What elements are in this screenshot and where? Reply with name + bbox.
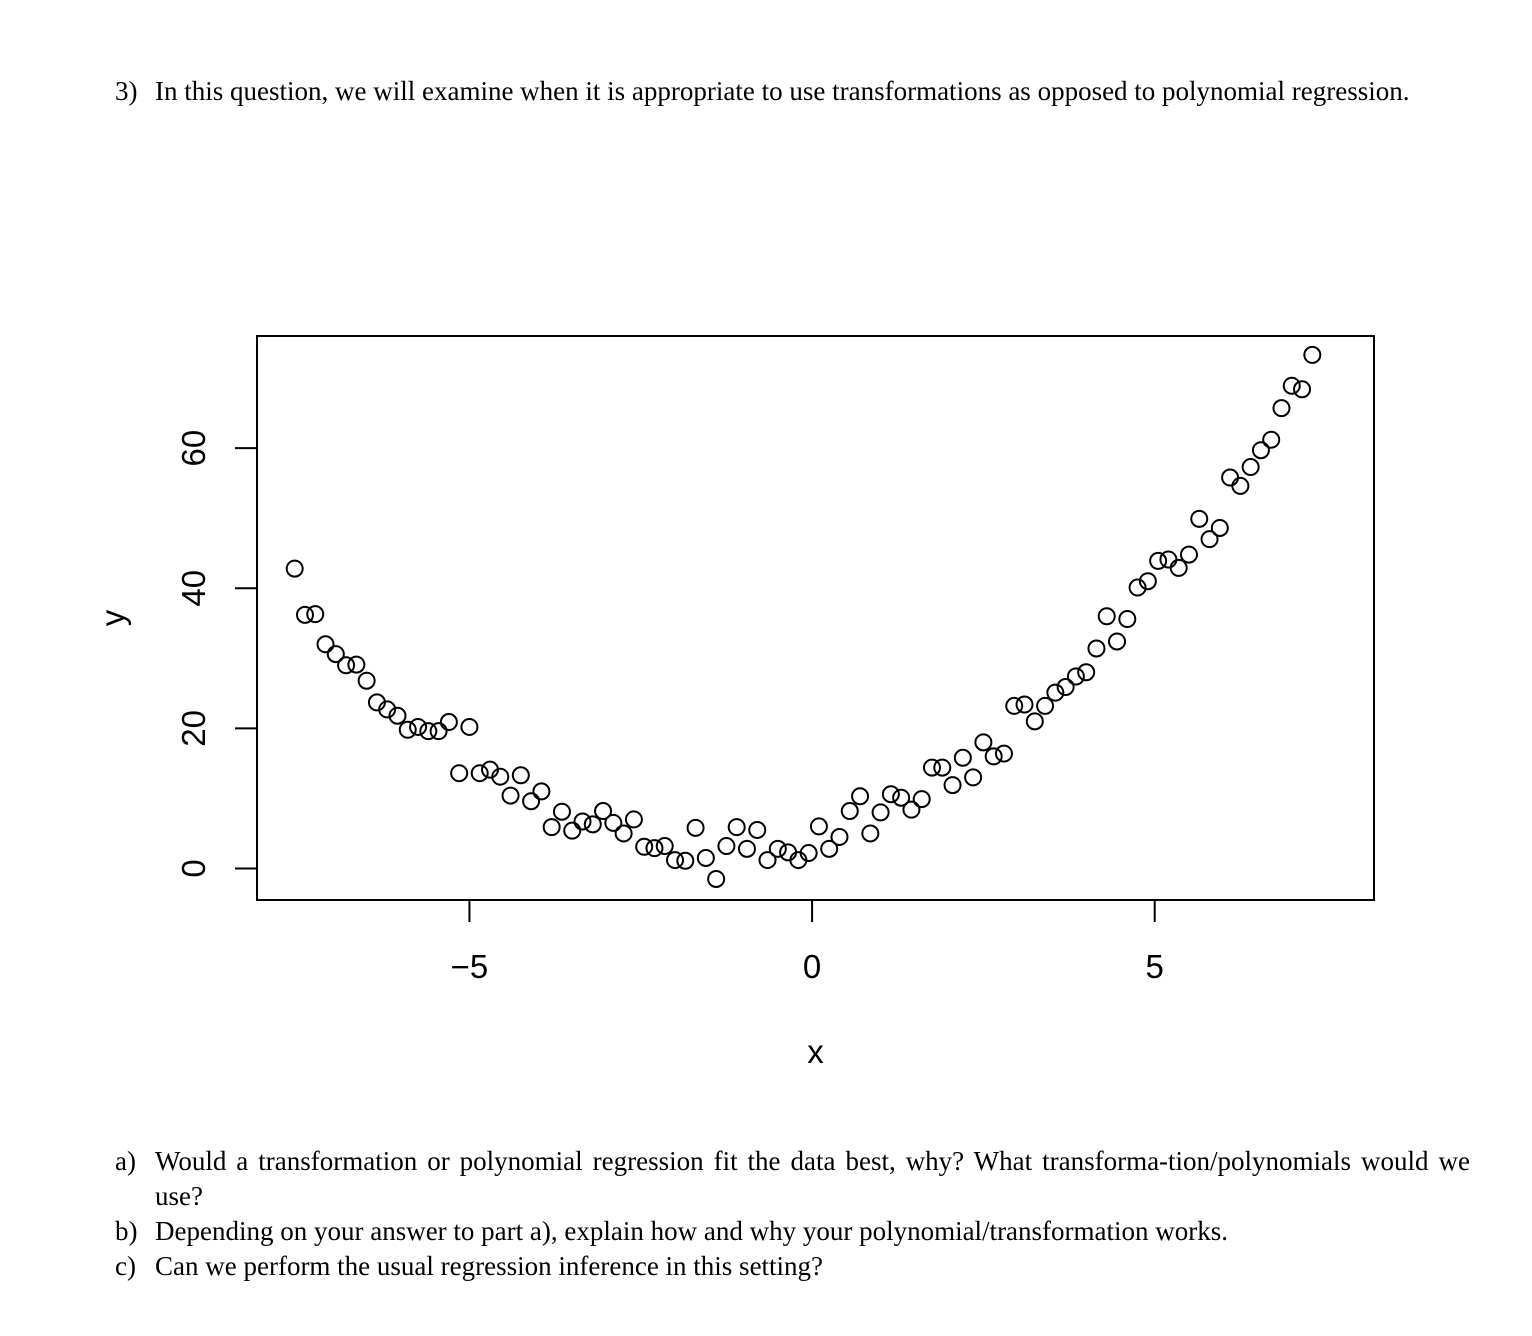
part-c-label: c) (115, 1251, 136, 1281)
data-point (1088, 640, 1104, 656)
data-point (1099, 608, 1115, 624)
data-point (975, 734, 991, 750)
y-axis-label: y (94, 609, 131, 627)
data-point (554, 804, 570, 820)
data-point (1160, 551, 1176, 567)
data-point (564, 823, 580, 839)
data-point (575, 814, 591, 830)
data-point (585, 816, 601, 832)
x-tick-label: 5 (1145, 948, 1164, 985)
data-point (1171, 560, 1187, 576)
data-point (677, 853, 693, 869)
data-point (410, 719, 426, 735)
data-point (688, 820, 704, 836)
data-point (472, 765, 488, 781)
part-b-label: b) (115, 1216, 138, 1246)
data-point (461, 719, 477, 735)
data-point (348, 657, 364, 673)
data-point (1119, 611, 1135, 627)
part-a-label: a) (115, 1146, 136, 1176)
data-point (1294, 381, 1310, 397)
data-point (770, 841, 786, 857)
plot-axes (94, 336, 1374, 1070)
data-point (986, 748, 1002, 764)
plot-frame (257, 336, 1374, 900)
data-point (934, 760, 950, 776)
data-point (1191, 511, 1207, 527)
part-c (115, 1249, 1475, 1284)
part-b-text: Depending on your answer to part a), explain how and why your polynomial/transformation works. (155, 1216, 1229, 1246)
y-tick-label: 0 (175, 859, 212, 878)
part-a-text: Would a transformation or polynomial regression fit the data best, why? What transforma-tion/polynomials would we use? (155, 1146, 1470, 1211)
data-point (646, 840, 662, 856)
data-point (1181, 547, 1197, 563)
data-point (1263, 432, 1279, 448)
data-point (903, 802, 919, 818)
data-point (1232, 478, 1248, 494)
part-a (115, 1144, 1475, 1214)
data-point (533, 783, 549, 799)
data-point (503, 788, 519, 804)
data-point (914, 791, 930, 807)
data-point (307, 606, 323, 622)
data-point (729, 819, 745, 835)
data-point (1253, 442, 1269, 458)
data-point (1284, 378, 1300, 394)
data-point (1222, 470, 1238, 486)
data-point (1243, 459, 1259, 475)
data-point (811, 818, 827, 834)
data-point (739, 841, 755, 857)
data-point (359, 673, 375, 689)
data-point (955, 750, 971, 766)
y-tick-label: 40 (175, 569, 212, 607)
data-point (842, 803, 858, 819)
data-point (708, 871, 724, 887)
data-points (287, 347, 1321, 887)
data-point (1304, 347, 1320, 363)
data-point (945, 777, 961, 793)
data-point (1017, 697, 1033, 713)
data-point (318, 636, 334, 652)
question-parts (115, 1144, 1475, 1284)
data-point (451, 765, 467, 781)
data-point (1027, 713, 1043, 729)
data-point (883, 786, 899, 802)
data-point (780, 844, 796, 860)
y-tick-label: 60 (175, 429, 212, 467)
x-axis-label: x (807, 1033, 824, 1070)
data-point (605, 815, 621, 831)
data-point (965, 769, 981, 785)
data-point (287, 561, 303, 577)
data-point (513, 767, 529, 783)
data-point (862, 825, 878, 841)
data-point (626, 811, 642, 827)
x-tick-label: 0 (802, 948, 822, 985)
part-b (115, 1214, 1475, 1249)
question-text: In this question, we will examine when it is appropriate to use transformations as opposed to polynomial regression. (155, 76, 1410, 106)
question-number: 3) (115, 76, 138, 106)
data-point (698, 850, 714, 866)
x-tick-label: −5 (450, 948, 489, 985)
data-point (431, 723, 447, 739)
data-point (1037, 698, 1053, 714)
data-point (441, 714, 457, 730)
data-point (657, 838, 673, 854)
data-point (1273, 400, 1289, 416)
data-point (1068, 669, 1084, 685)
data-point (400, 722, 416, 738)
data-point (1212, 520, 1228, 536)
data-point (1109, 633, 1125, 649)
y-tick-label: 20 (175, 709, 212, 747)
data-point (616, 825, 632, 841)
data-point (718, 838, 734, 854)
data-point (1078, 664, 1094, 680)
data-point (852, 788, 868, 804)
data-point (749, 822, 765, 838)
data-point (873, 804, 889, 820)
data-point (523, 793, 539, 809)
part-c-text: Can we perform the usual regression inference in this setting? (155, 1251, 824, 1281)
data-point (544, 819, 560, 835)
data-point (831, 829, 847, 845)
data-point (996, 746, 1012, 762)
